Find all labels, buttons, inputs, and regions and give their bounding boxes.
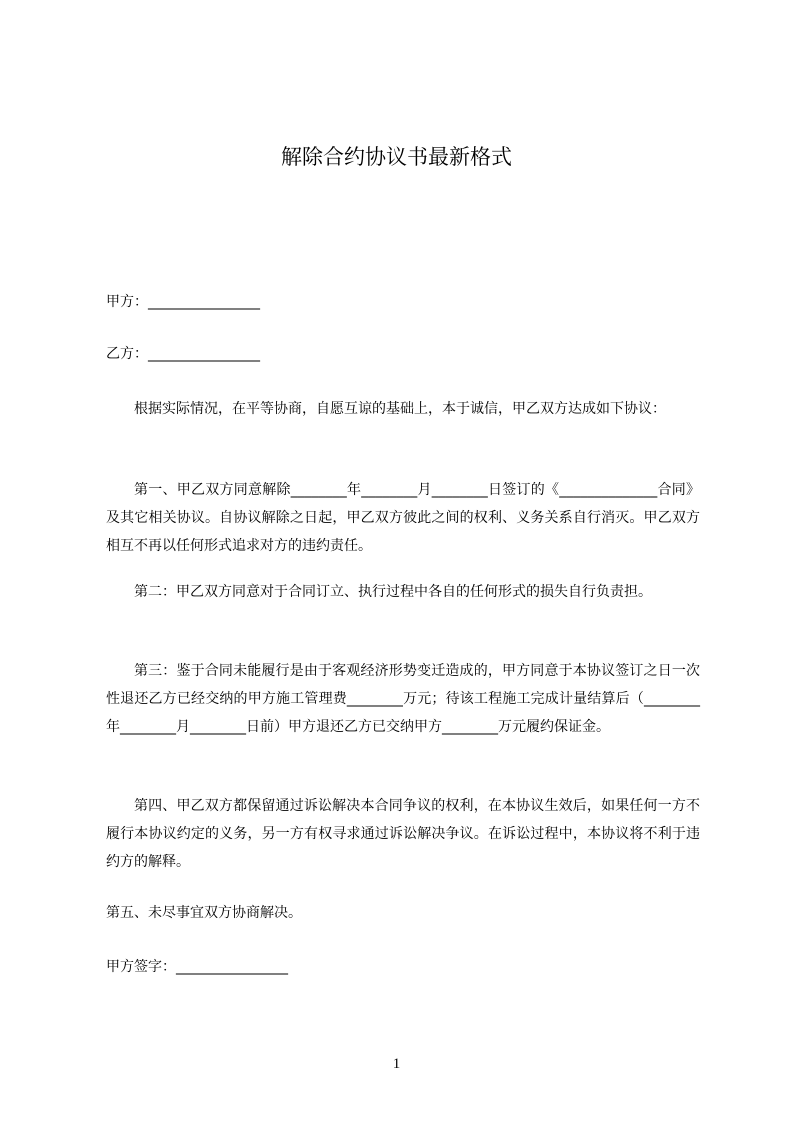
document-title: 解除合约协议书最新格式: [281, 145, 512, 169]
clause-3-paragraph: 第三：鉴于合同未能履行是由于客观经济形势变迁造成的，甲方同意于本协议签订之日一次性退还乙方已经交纳的甲方施工管理费________万元；待该工程施工完成计量结算后（________年________月________日前）甲方退还乙方已交纳甲方________万元履约保证金。: [106, 663, 700, 735]
page-number: 1: [392, 1056, 401, 1072]
clause-4-paragraph: 第四、甲乙双方都保留通过诉讼解决本合同争议的权利，在本协议生效后，如果任何一方不履行本协议约定的义务，另一方有权寻求通过诉讼解决争议。在诉讼过程中，本协议将不利于违约方的解释。: [106, 798, 700, 870]
party-b-line: 乙方：________________: [106, 346, 260, 362]
party-a-signature-line: 甲方签字：________________: [106, 959, 288, 975]
clause-1-paragraph: 第一、甲乙双方同意解除________年________月________日签订的《______________合同》及其它相关协议。自协议解除之日起，甲乙双方彼此之间的权利、义务关系自行消灭。甲乙双方相互不再以任何形式追求对方的违约责任。: [106, 482, 700, 554]
intro-paragraph: 根据实际情况，在平等协商，自愿互谅的基础上，本于诚信，甲乙双方达成如下协议：: [134, 401, 666, 417]
clause-5-paragraph: 第五、未尽事宜双方协商解决。: [106, 905, 302, 921]
party-a-line: 甲方：________________: [106, 294, 260, 310]
clause-2-paragraph: 第二：甲乙双方同意对于合同订立、执行过程中各自的任何形式的损失自行负责担。: [134, 584, 652, 600]
